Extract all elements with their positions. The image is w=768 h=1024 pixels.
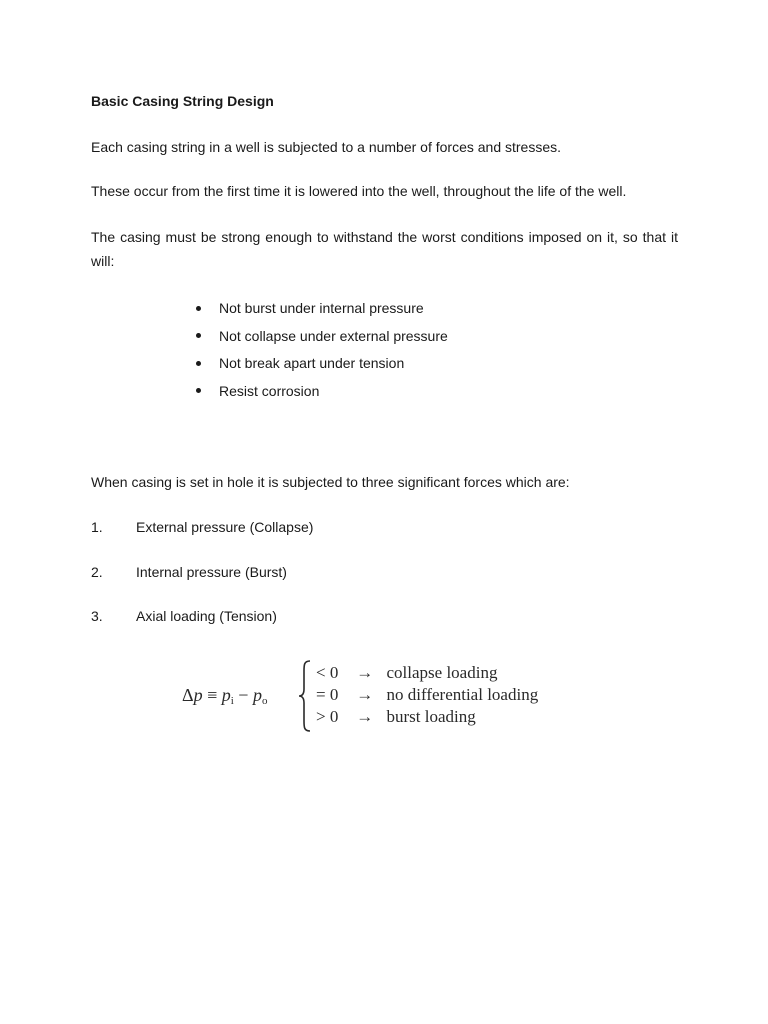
case-label: collapse loading: [386, 663, 498, 682]
item-number: 2.: [91, 564, 103, 580]
item-text: External pressure (Collapse): [136, 519, 314, 535]
bullet-text: Not burst under internal pressure: [219, 300, 424, 316]
right-arrow-icon: →: [356, 707, 374, 726]
case-label: no differential loading: [386, 685, 539, 704]
paragraph-forces-stresses: Each casing string in a well is subjected to a number of forces and stresses.: [91, 139, 562, 155]
bullet-text: Not break apart under tension: [219, 355, 405, 371]
equation-case: [316, 707, 476, 727]
case-label: burst loading: [386, 707, 476, 726]
case-condition: = 0: [316, 685, 339, 704]
equation-case: [316, 685, 538, 705]
bullet-icon: [196, 388, 201, 393]
equation-case: [316, 663, 497, 683]
bullet-text: Resist corrosion: [219, 382, 320, 399]
document-title: Basic Casing String Design: [91, 93, 274, 109]
right-arrow-icon: →: [356, 685, 374, 704]
bullet-icon: [196, 333, 201, 338]
pressure-differential-equation: [180, 655, 540, 735]
case-condition: < 0: [316, 663, 339, 682]
paragraph-forces-intro: When casing is set in hole it is subjected to three significant forces which are:: [91, 474, 570, 490]
item-number: 1.: [91, 519, 103, 535]
paragraph-strength-requirement: The casing must be strong enough to withstand the worst conditions imposed on it, so that it will:: [91, 229, 678, 269]
case-condition: > 0: [316, 707, 339, 726]
bullet-text: Not collapse under external pressure: [219, 327, 448, 344]
left-brace-icon: [298, 659, 312, 733]
equation-lhs: $\Delta p \equiv p_i - p_o$: [182, 685, 268, 707]
paragraph-lifetime: These occur from the first time it is lowered into the well, throughout the life of the well.: [91, 183, 627, 199]
bullet-icon: [196, 306, 201, 311]
item-number: 3.: [91, 608, 103, 624]
item-text: Internal pressure (Burst): [136, 564, 287, 580]
right-arrow-icon: →: [356, 663, 374, 682]
bullet-icon: [196, 361, 201, 366]
item-text: Axial loading (Tension): [136, 608, 277, 624]
